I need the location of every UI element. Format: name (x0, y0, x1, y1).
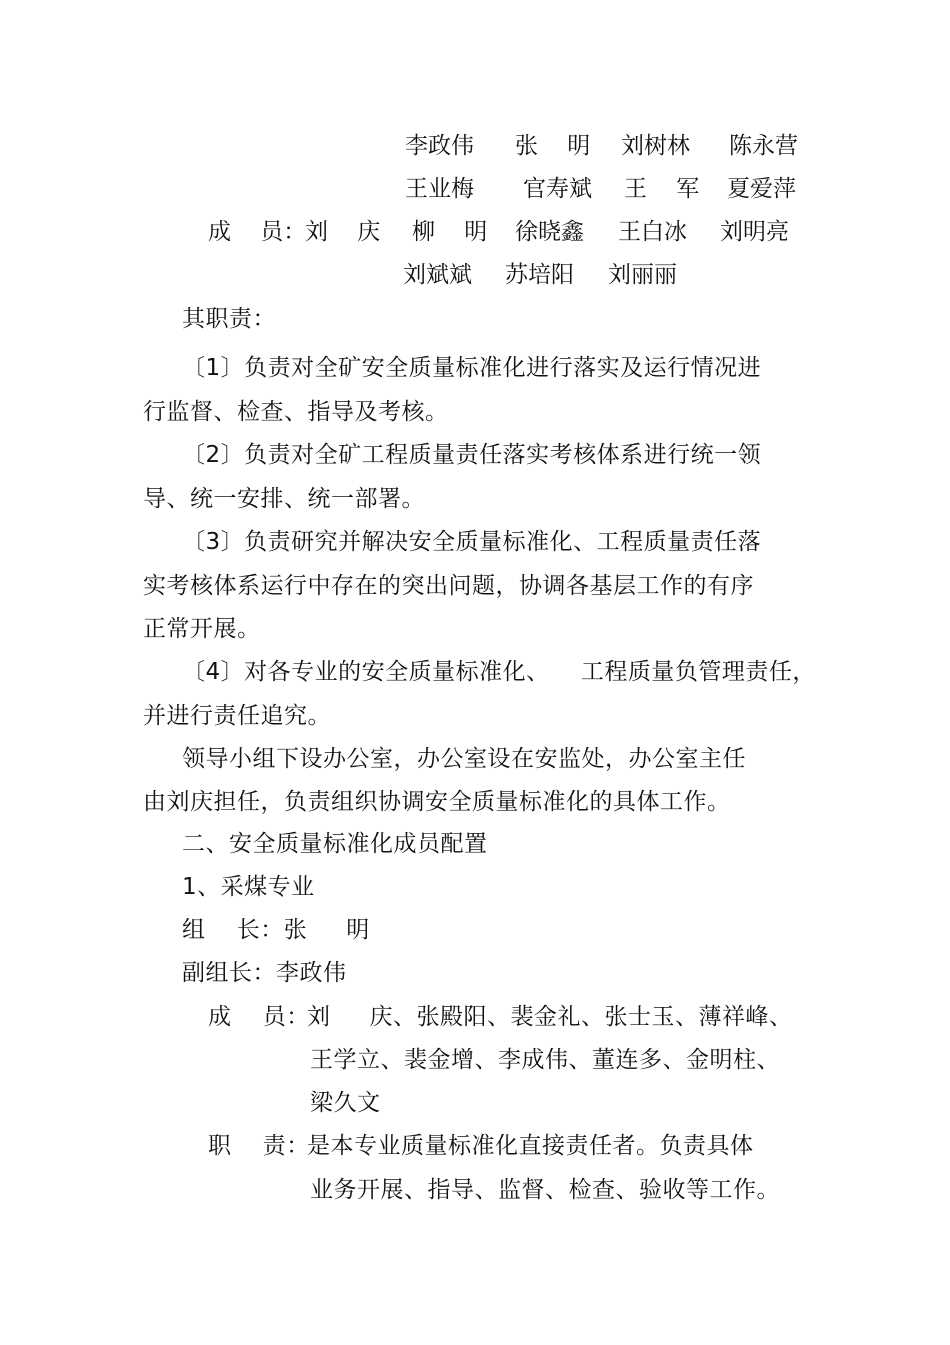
office-paragraph-line1: 领导小组下设办公室，办公室设在安监处，办公室主任 (182, 746, 746, 772)
subsection-heading: 1、采煤专业 (182, 874, 315, 900)
members-list-line1: 刘 庆、张殿阳、裴金礼、张士玉、薄祥峰、 (307, 1004, 793, 1030)
members-label: 成 员： (208, 219, 307, 245)
member-name: 官寿斌 (523, 176, 592, 202)
member-name: 王白冰 (618, 219, 687, 245)
duty-item-3-line3: 正常开展。 (143, 616, 261, 642)
member-name: 王业梅 (405, 176, 474, 202)
member-name: 刘 庆 (305, 219, 381, 245)
member-name: 柳 明 (412, 219, 488, 245)
duty-text-line2: 业务开展、指导、监督、检查、验收等工作。 (310, 1177, 780, 1203)
section-heading: 二、安全质量标准化成员配置 (182, 831, 488, 857)
member-name: 夏爱萍 (727, 176, 796, 202)
member-name: 李政伟 (405, 133, 474, 159)
duty-item-3-line1: 〔3〕负责研究并解决安全质量标准化、工程质量责任落 (182, 529, 762, 555)
member-name: 张 明 (515, 133, 591, 159)
duties-heading: 其职责： (182, 306, 276, 332)
members-list-line3: 梁久文 (310, 1090, 381, 1116)
members-label: 成 员： (208, 1004, 310, 1030)
member-name: 刘树林 (621, 133, 690, 159)
member-name: 陈永营 (729, 133, 798, 159)
duty-label: 职 责： (208, 1133, 310, 1159)
duty-item-4-line2: 并进行责任追究。 (143, 703, 331, 729)
office-paragraph-line2: 由刘庆担任，负责组织协调安全质量标准化的具体工作。 (143, 789, 731, 815)
member-name: 苏培阳 (505, 262, 574, 288)
duty-item-3-line2: 实考核体系运行中存在的突出问题，协调各基层工作的有序 (143, 573, 754, 599)
member-name: 刘丽丽 (608, 262, 677, 288)
group-leader: 组 长：张 明 (182, 917, 370, 943)
member-name: 刘斌斌 (403, 262, 472, 288)
duty-item-2-line2: 导、统一安排、统一部署。 (143, 486, 425, 512)
duty-item-1-line1: 〔1〕负责对全矿安全质量标准化进行落实及运行情况进 (182, 355, 762, 381)
duty-text-line1: 是本专业质量标准化直接责任者。负责具体 (307, 1133, 754, 1159)
duty-item-4-line1: 〔4〕对各专业的安全质量标准化、 工程质量负管理责任， (182, 659, 816, 685)
members-list-line2: 王学立、裴金增、李成伟、董连多、金明柱、 (310, 1047, 780, 1073)
member-name: 刘明亮 (720, 219, 789, 245)
duty-item-1-line2: 行监督、检查、指导及考核。 (143, 399, 449, 425)
member-name: 王 军 (624, 176, 700, 202)
duty-item-2-line1: 〔2〕负责对全矿工程质量责任落实考核体系进行统一领 (182, 442, 762, 468)
member-name: 徐晓鑫 (515, 219, 584, 245)
deputy-leader: 副组长：李政伟 (182, 960, 347, 986)
